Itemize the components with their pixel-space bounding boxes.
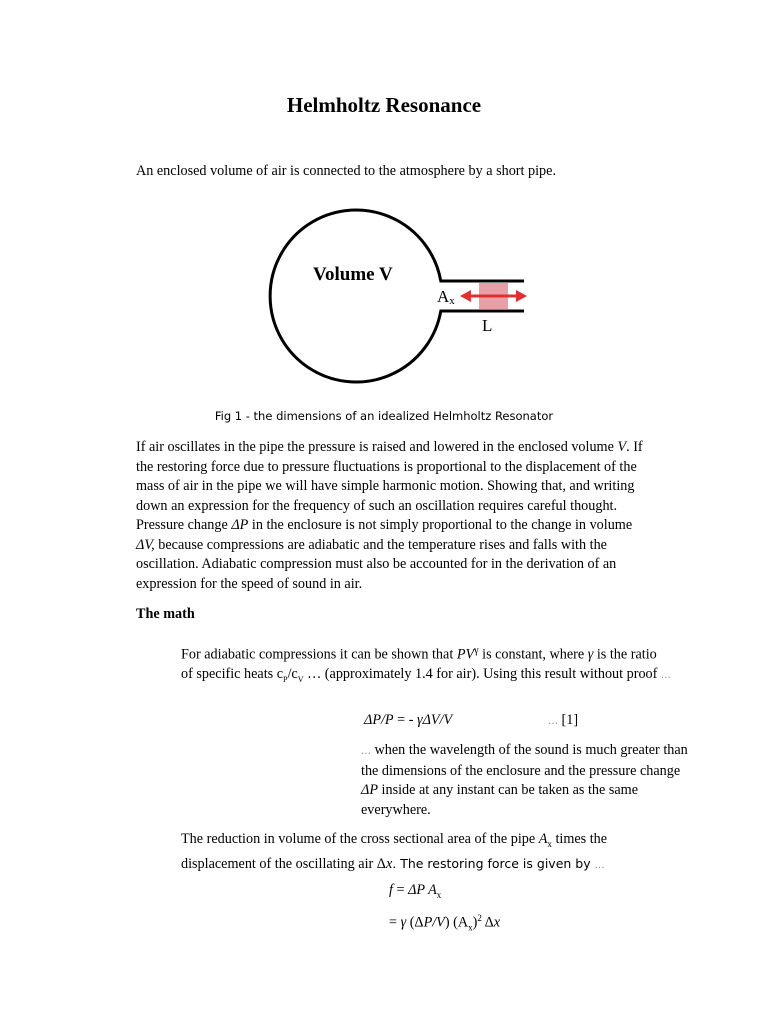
body-paragraph: If air oscillates in the pipe the pressure is raised and lowered in the enclosed volume V. If the restoring force due to pressure fluctuations is proportional to the displacement of the mass of air in the pipe we will have simple harmonic motion. Showing that, and writing down an expression for the frequency of such an oscillation requires careful thought. Pressure change ΔP in the enclosure is not simply proportional to the change in volume ΔV, because compressions are adiabatic and the temperature rises and falls with the oscillation. Adiabatic compression must also be accounted for in the derivation of an expression for the speed of sound in air. bbox=[136, 439, 643, 592]
arrow-head-left bbox=[460, 290, 471, 302]
enclosure-outline bbox=[270, 210, 441, 382]
volume-label: Volume V bbox=[313, 264, 393, 285]
length-label: L bbox=[482, 316, 493, 335]
arrow-head-right bbox=[516, 290, 527, 302]
page-title: Helmholtz Resonance bbox=[286, 93, 482, 117]
figure-caption: Fig 1 - the dimensions of an idealized Helmholtz Resonator bbox=[214, 409, 554, 423]
area-label: Ax bbox=[437, 287, 455, 307]
equation-force-expanded: = γ (ΔP/V) $(A_x)^2$ Δx bbox=[389, 913, 501, 933]
reduction-paragraph: The reduction in volume of the cross sectional area of the pipe $A_x$ times the displacement of the oscillating air Δx. The restoring force is given by … bbox=[181, 831, 608, 873]
equation-force: f = ΔP $A_x$ bbox=[389, 882, 442, 900]
intro-paragraph: An enclosed volume of air is connected to the atmosphere by a short pipe. bbox=[136, 163, 556, 179]
section-heading-math: The math bbox=[136, 606, 195, 622]
equation-1: ΔP/P = - γΔV/V … [1] bbox=[364, 712, 579, 728]
condition-paragraph: … when the wavelength of the sound is much greater than the dimensions of the enclosure and the pressure change ΔP inside at any instant can be taken as the same everywhere. bbox=[361, 742, 688, 818]
adiabatic-paragraph: For adiabatic compressions it can be shown that $PV^\gamma$ is constant, where γ is the ratio of specific heats $c_P/c_V$ … (approximately 1.4 for air). Using this result without proof … bbox=[181, 645, 671, 685]
equation-1-ref: … [1] bbox=[548, 712, 579, 728]
